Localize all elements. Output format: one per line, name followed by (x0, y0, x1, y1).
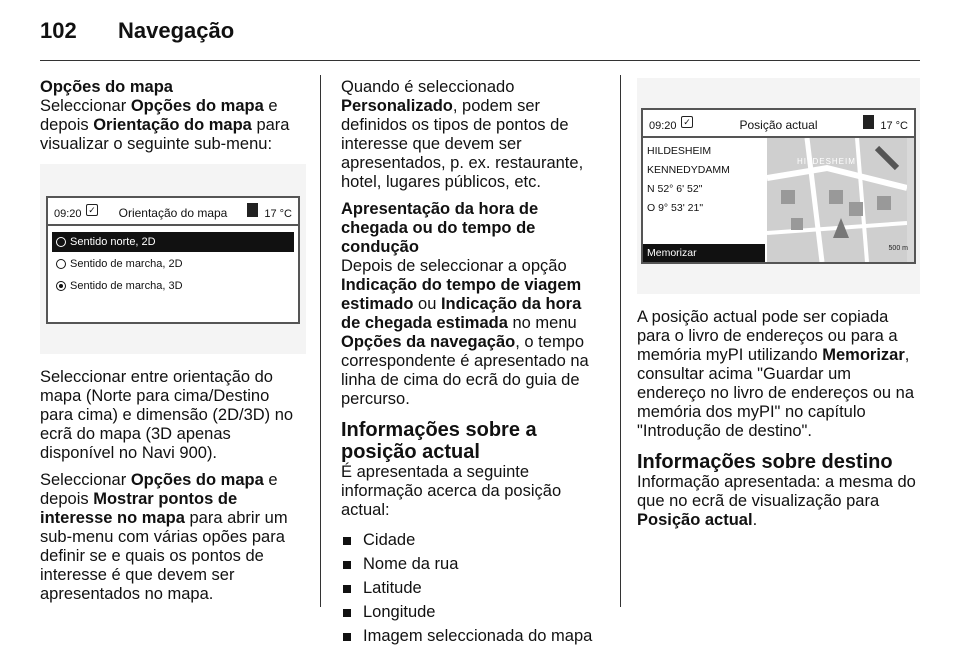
list-item (341, 624, 605, 648)
bold-term: Opções da navegação (341, 333, 516, 351)
screen-topbar (643, 110, 914, 138)
page-header (40, 18, 920, 58)
bold-term: Indicação da hora de chegada estimada (341, 295, 582, 332)
screen-body (643, 138, 914, 262)
map-scale: 500 m (888, 245, 908, 252)
nav-screen-position (641, 108, 916, 264)
list-item (341, 552, 605, 576)
text-run: para abrir um sub-menu com várias opões para definir se e quais os pontos de interesse é que devem ser apresentados no mapa. (40, 509, 288, 603)
option-label: Sentido de marcha, 2D (70, 258, 183, 270)
memorize-button[interactable]: Memorizar (643, 244, 765, 262)
text-run: Depois de seleccionar a opção (341, 257, 567, 275)
text-run: , o tempo correspondente é apresentado na linha de cima do ecrã do guia de percurso. (341, 333, 589, 408)
paragraph (637, 308, 920, 441)
paragraph (341, 78, 605, 192)
phone-icon (863, 115, 874, 129)
paragraph: Seleccionar entre orientação do mapa (Norte para cima/Destino para cima) e dimensão (2D/3D) no ecrã do mapa (3D apenas disponível no Navi 900). (40, 368, 294, 462)
position-line: HILDESHEIM (647, 145, 712, 157)
column-divider (620, 75, 621, 607)
list-item-label: Nome da rua (363, 555, 459, 573)
text-run: e depois (40, 471, 278, 508)
figure-current-position (637, 78, 920, 294)
screen-title: Posição actual (739, 118, 818, 132)
radio-icon (56, 281, 66, 291)
nav-screen-orientation (46, 196, 300, 324)
option-label: Sentido de marcha, 3D (70, 280, 183, 292)
map-image (767, 138, 914, 262)
list-item-label: Imagem seleccionada do mapa (363, 627, 593, 645)
bullet-icon (343, 561, 351, 569)
column-middle (341, 78, 605, 648)
text-run: Quando é seleccionado (341, 78, 515, 96)
header-divider (40, 60, 920, 61)
screen-title: Orientação do mapa (118, 206, 228, 220)
position-line: O 9° 53' 21" (647, 202, 704, 214)
text-run: para visualizar o seguinte sub-menu: (40, 116, 290, 153)
check-icon: ✓ (681, 116, 693, 128)
text-run: Informação apresentada: a mesma do que no ecrã de visualização para (637, 473, 916, 510)
list-item (341, 576, 605, 600)
text-run: , podem ser definidos os tipos de pontos de interesse que devem ser apresentados, p. ex. restaurante, hotel, lugares públicos, etc. (341, 97, 584, 191)
bullet-icon (343, 609, 351, 617)
column-divider (320, 75, 321, 607)
text-run: , consultar acima "Guardar um endereço no livro de endereços ou na memória dos myPI" no capítulo "Introdução de destino". (637, 346, 915, 440)
figure-map-orientation (40, 164, 306, 354)
subheading-map-options: Opções do mapa (40, 78, 173, 96)
check-icon: ✓ (86, 204, 98, 216)
column-left (40, 78, 306, 612)
text-run: . (752, 511, 758, 529)
paragraph (341, 257, 605, 409)
position-info (647, 142, 765, 218)
bold-term: Mostrar pontos de interesse no mapa (40, 490, 238, 527)
page-number: 102 (40, 18, 77, 43)
text-run: Seleccionar (40, 97, 131, 115)
position-line: N 52° 6' 52" (647, 183, 703, 195)
orientation-option[interactable] (52, 254, 294, 274)
screen-topbar (48, 198, 298, 226)
list-item-label: Latitude (363, 579, 422, 597)
page-title: Navegação (118, 18, 235, 43)
section-heading-current-position: Informações sobre a posição actual (341, 419, 537, 463)
screen-clock: 09:20 (54, 208, 82, 220)
bold-term: Opções do mapa (130, 97, 264, 115)
bold-term: Orientação do mapa (93, 116, 252, 134)
bullet-icon (343, 537, 351, 545)
bullet-icon (343, 585, 351, 593)
bullet-list (341, 528, 605, 648)
orientation-option[interactable] (52, 232, 294, 252)
text-run: A posição actual pode ser copiada para o livro de endereços ou para a memória myPI utilizando (637, 308, 898, 364)
subheading-arrival-time: Apresentação da hora de chegada ou do tempo de condução (341, 200, 539, 256)
paragraph: É apresentada a seguinte informação acerca da posição actual: (341, 463, 562, 519)
bold-term: Posição actual (637, 511, 753, 529)
screen-temperature: 17 °C (264, 208, 292, 220)
radio-icon (56, 259, 66, 269)
screen-clock: 09:20 (649, 120, 677, 132)
paragraph (637, 473, 920, 530)
text-run: Seleccionar (40, 471, 131, 489)
bold-term: Indicação do tempo de viagem estimado (341, 276, 582, 313)
text-run: ou (413, 295, 441, 313)
bold-term: Opções do mapa (130, 471, 264, 489)
list-item (341, 528, 605, 552)
section-heading-destination: Informações sobre destino (637, 451, 893, 473)
screen-temperature: 17 °C (880, 120, 908, 132)
bullet-icon (343, 633, 351, 641)
radio-icon (56, 237, 66, 247)
orientation-option[interactable] (52, 276, 294, 296)
list-item-label: Longitude (363, 603, 436, 621)
bold-term: Personalizado (341, 97, 453, 115)
map-city-label: HILDESHEIM (797, 157, 856, 166)
phone-icon (247, 203, 258, 217)
text-run: e depois (40, 97, 278, 134)
list-item-label: Cidade (363, 531, 416, 549)
column-right (637, 78, 920, 538)
position-line: KENNEDYDAMM (647, 164, 730, 176)
list-item (341, 600, 605, 624)
paragraph (40, 471, 306, 604)
paragraph (40, 97, 306, 154)
bold-term: Memorizar (822, 346, 905, 364)
option-label: Sentido norte, 2D (70, 236, 156, 248)
text-run: no menu (507, 314, 577, 332)
